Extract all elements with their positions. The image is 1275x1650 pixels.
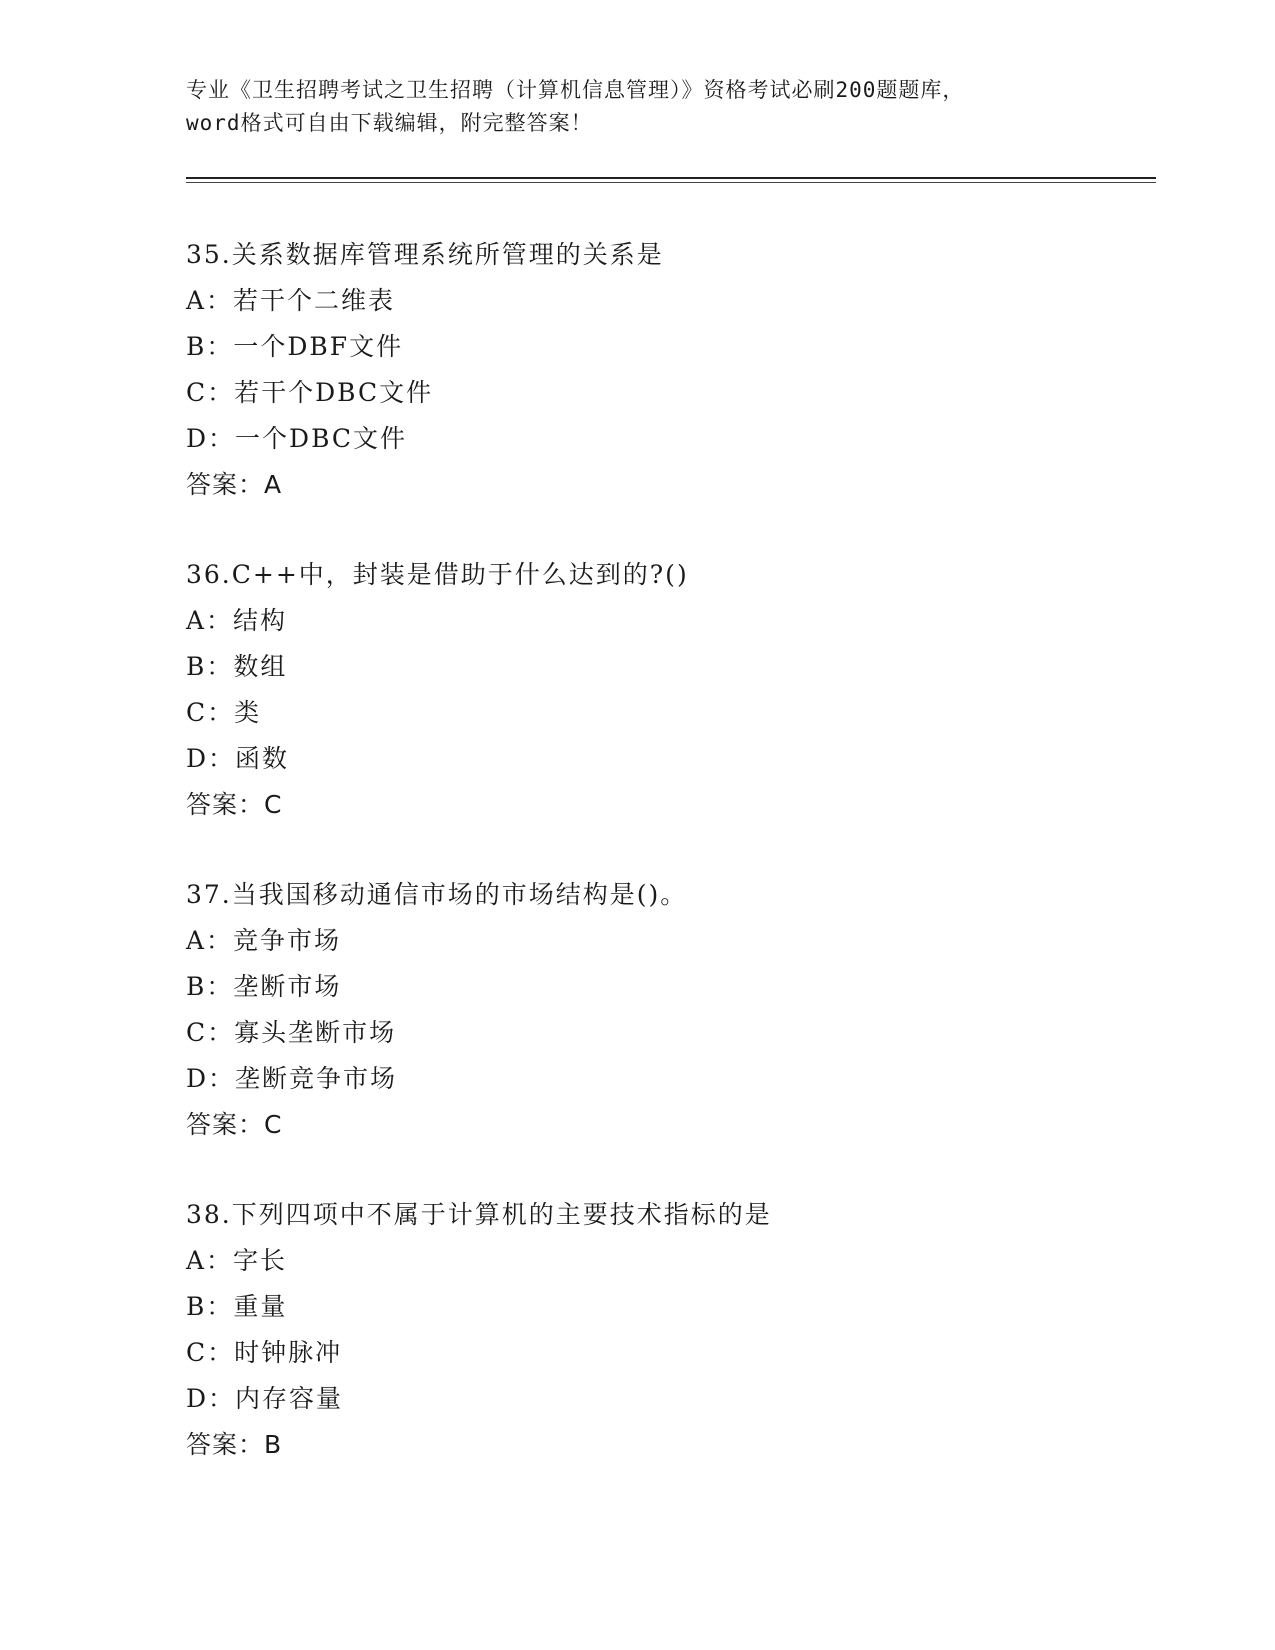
header-divider-thin (186, 182, 1156, 183)
question-36 (186, 552, 1146, 872)
answer-line: 答案：C (186, 790, 283, 819)
option-b: B：一个DBF文件 (186, 332, 404, 361)
option-a: A：若干个二维表 (186, 286, 396, 315)
question-stem: 36.C++中，封装是借助于什么达到的?() (186, 560, 689, 589)
option-c: C：若干个DBC文件 (186, 378, 434, 407)
option-a: A：字长 (186, 1246, 288, 1275)
answer-line: 答案：C (186, 1110, 283, 1139)
option-b: B：数组 (186, 652, 288, 681)
header-divider-thick (186, 177, 1156, 179)
option-d: D：一个DBC文件 (186, 424, 408, 453)
option-d: D：垄断竞争市场 (186, 1064, 398, 1093)
option-b: B：重量 (186, 1292, 288, 1321)
option-b: B：垄断市场 (186, 972, 342, 1001)
header-line-2: word格式可自由下载编辑，附完整答案！ (186, 111, 593, 135)
option-d: D：函数 (186, 744, 290, 773)
option-c: C：类 (186, 698, 262, 727)
option-d: D：内存容量 (186, 1384, 344, 1413)
option-a: A：结构 (186, 606, 288, 635)
header-line-1: 专业《卫生招聘考试之卫生招聘（计算机信息管理）》资格考试必刷200题题库， (186, 78, 965, 102)
question-stem: 38.下列四项中不属于计算机的主要技术指标的是 (186, 1200, 772, 1229)
question-38 (186, 1192, 1146, 1512)
option-a: A：竞争市场 (186, 926, 342, 955)
question-list (186, 232, 1146, 1512)
answer-line: 答案：B (186, 1430, 283, 1459)
option-c: C：寡头垄断市场 (186, 1018, 397, 1047)
document-header (186, 74, 1086, 140)
question-37 (186, 872, 1146, 1192)
option-c: C：时钟脉冲 (186, 1338, 343, 1367)
question-35 (186, 232, 1146, 552)
answer-line: 答案：A (186, 470, 283, 499)
question-stem: 35.关系数据库管理系统所管理的关系是 (186, 240, 664, 269)
question-stem: 37.当我国移动通信市场的市场结构是()。 (186, 880, 688, 909)
